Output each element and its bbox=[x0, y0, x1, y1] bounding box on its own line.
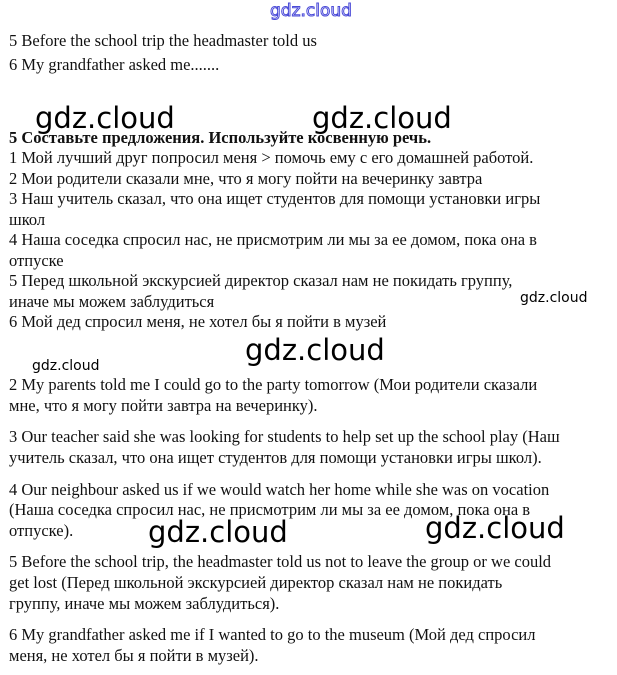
answer-line: 2 My parents told me I could go to the party tomorrow (Мои родители сказали bbox=[9, 375, 538, 394]
ru-line: 2 Мои родители сказали мне, что я могу пойти на вечеринку завтра bbox=[9, 169, 483, 188]
answer-line: меня, не хотел бы я пойти в музей). bbox=[9, 646, 259, 665]
answer-line: 4 Our neighbour asked us if we would watch her home while she was on vocation bbox=[9, 480, 550, 499]
ru-line: иначе мы можем заблудиться bbox=[9, 292, 215, 311]
task-line: 5 Before the school trip the headmaster told us bbox=[9, 31, 317, 50]
ru-line: 6 Мой дед спросил меня, не хотел бы я пойти в музей bbox=[9, 312, 387, 331]
exercise-heading: 5 Составьте предложения. Используйте косвенную речь. bbox=[9, 128, 432, 147]
answer-line: 6 My grandfather asked me if I wanted to go to the museum (Мой дед спросил bbox=[9, 625, 536, 644]
watermark: gdz.cloud bbox=[32, 358, 100, 374]
watermark: gdz.cloud bbox=[245, 333, 385, 367]
ru-line: 5 Перед школьной экскурсией директор сказал нам не покидать группу, bbox=[9, 271, 513, 290]
ru-line: 3 Наш учитель сказал, что она ищет студентов для помощи установки игры bbox=[9, 189, 541, 208]
watermark: gdz.cloud bbox=[270, 1, 352, 21]
watermark: gdz.cloud bbox=[35, 101, 175, 135]
answer-line: get lost (Перед школьной экскурсией директор сказал нам не покидать bbox=[9, 573, 503, 592]
answer-line: 5 Before the school trip, the headmaster told us not to leave the group or we could bbox=[9, 552, 552, 571]
watermark: gdz.cloud bbox=[148, 515, 288, 549]
task-line: 6 My grandfather asked me....... bbox=[9, 55, 220, 74]
ru-line: 4 Наша соседка спросил нас, не присмотрим ли мы за ее домом, пока она в bbox=[9, 230, 537, 249]
ru-line: отпуске bbox=[9, 251, 64, 270]
ru-line: 1 Мой лучший друг попросил меня > помочь ему с его домашней работой. bbox=[9, 148, 534, 167]
watermark: gdz.cloud bbox=[312, 101, 452, 135]
answer-line: учитель сказал, что она ищет студентов для помощи установки игры школ). bbox=[9, 448, 542, 467]
watermark: gdz.cloud bbox=[520, 290, 588, 306]
ru-line: школ bbox=[9, 210, 46, 229]
answer-line: (Наша соседка спросил нас, не присмотрим ли мы за ее домом, пока она в bbox=[9, 500, 531, 519]
watermark: gdz.cloud bbox=[425, 511, 565, 545]
answer-line: отпуске). bbox=[9, 521, 74, 540]
answer-line: 3 Our teacher said she was looking for students to help set up the school play (Наш bbox=[9, 427, 560, 446]
answer-line: группу, иначе мы можем заблудиться). bbox=[9, 594, 280, 613]
answer-line: мне, что я могу пойти завтра на вечеринку). bbox=[9, 396, 318, 415]
